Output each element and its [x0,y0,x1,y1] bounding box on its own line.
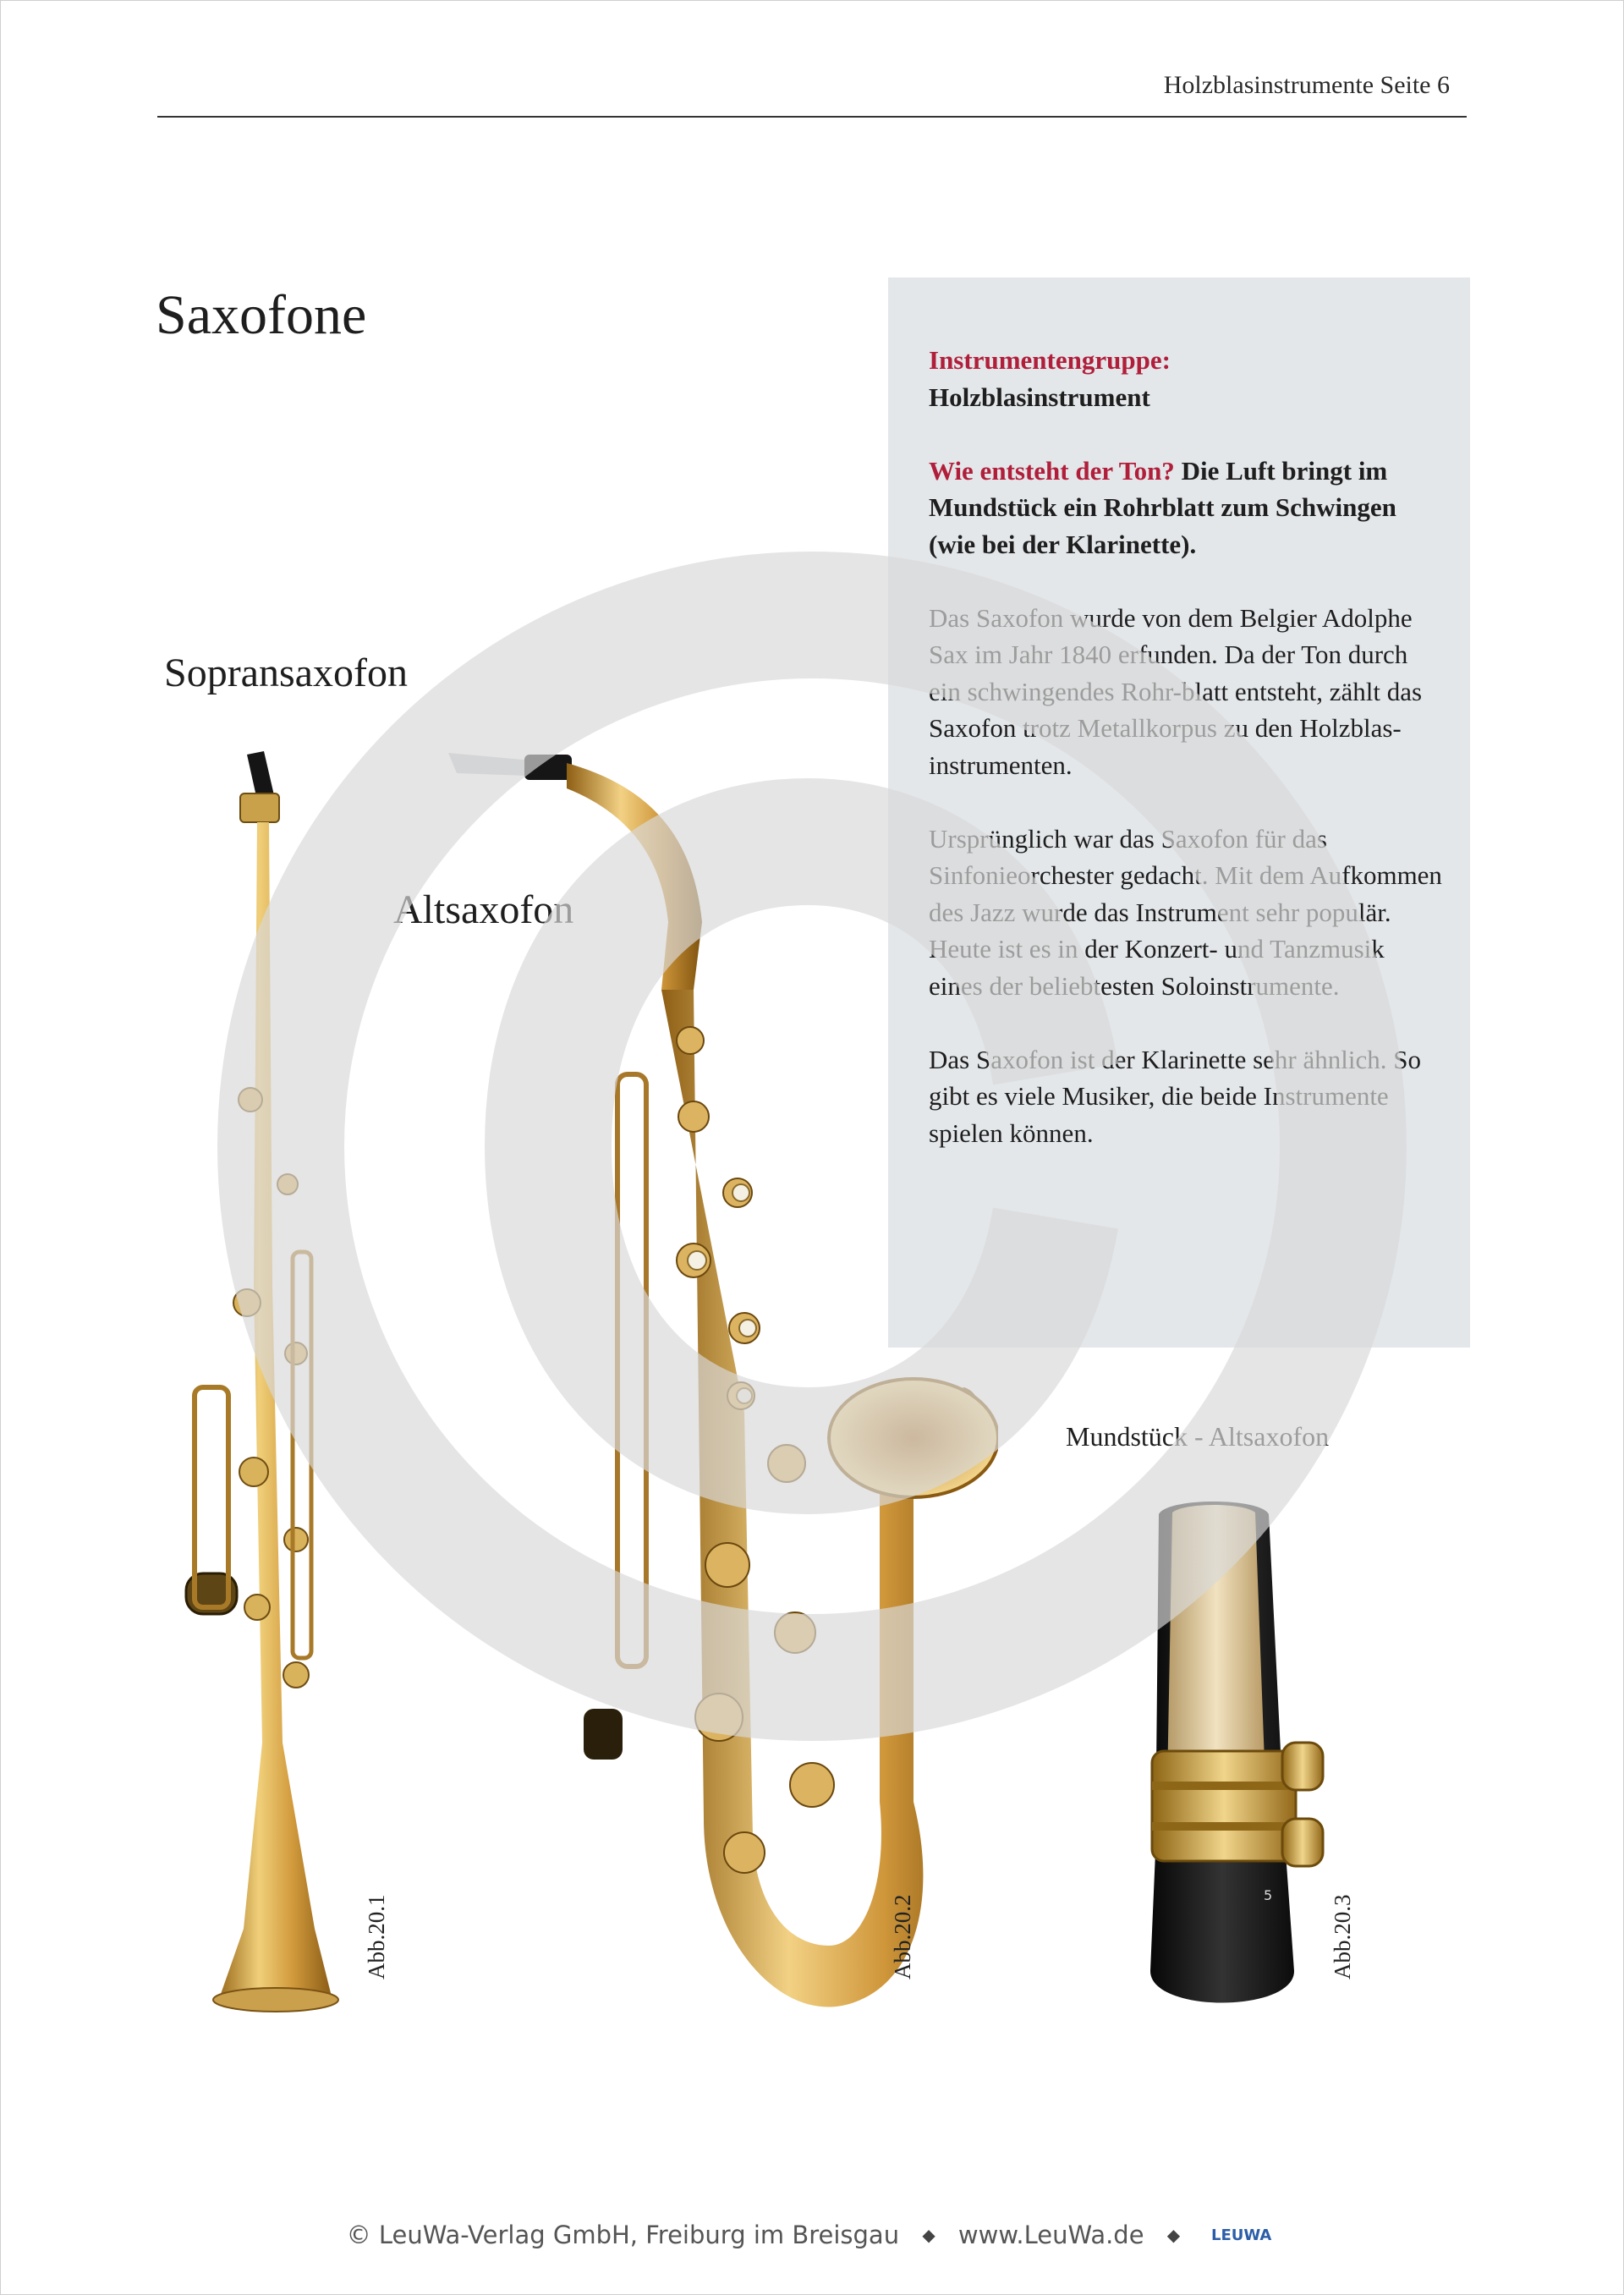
info-text [929,342,1445,1189]
footer-publisher: © LeuWa-Verlag GmbH, Freiburg im Breisgau [346,2221,900,2249]
instrument-group [929,342,1445,415]
group-label: Instrumentengruppe: [929,345,1171,375]
clarinet-paragraph: Das Saxofon ist der Klarinette sehr ähnlich. So gibt es viele Musiker, die beide Instrumente spielen können. [929,1044,1421,1148]
footer [0,2221,1624,2249]
figure-label-soprano: Abb.20.1 [364,1894,389,1979]
footer-separator: ◆ [922,2225,935,2245]
group-value: Holzblasinstrument [929,382,1150,412]
footer-separator: ◆ [1166,2225,1181,2245]
figure-label-mouthpiece: Abb.20.3 [1330,1894,1355,1979]
mouthpiece-label: Mundstück - Altsaxofon [1066,1421,1330,1452]
header-rule [157,116,1467,118]
leuwa-logo [1210,2223,1277,2247]
reed-strength-mark: 5 [1264,1887,1273,1903]
alto-label: Altsaxofon [393,887,574,932]
running-header: Holzblasinstrumente Seite 6 [1163,71,1450,99]
figure-label-alto: Abb.20.2 [890,1894,915,1979]
sound-question [929,453,1445,563]
soprano-label: Sopransaxofon [164,651,408,695]
popularity-paragraph: Ursprünglich war das Saxofon für das Sinfonieorchester gedacht. Mit dem Aufkommen des Jazz wurde das Instrument sehr populär. Heute ist es in der Konzert- und Tanzmusik eines der beliebtesten Soloinstrumente. [929,823,1442,1001]
alto-saxophone-image [440,736,998,2039]
question-label: Wie entsteht der Ton? [929,455,1175,486]
question-answer: Die Luft bringt im Mundstück ein Rohrblatt zum Schwingen (wie bei der Klarinette). [929,455,1396,559]
history-paragraph: Das Saxofon wurde von dem Belgier Adolphe Sax im Jahr 1840 erfunden. Da der Ton durch ein schwingendes Rohr-blatt entsteht, zählt das Saxofon trotz Metallkorpus zu den Holzblas-instrumenten. [929,602,1423,780]
footer-website[interactable]: www.LeuWa.de [957,2221,1144,2249]
page-title: Saxofone [156,284,367,346]
mouthpiece-image [1116,1497,1336,2039]
soprano-saxophone-image [169,744,372,2030]
logo-text: LEUWA [1211,2226,1272,2244]
